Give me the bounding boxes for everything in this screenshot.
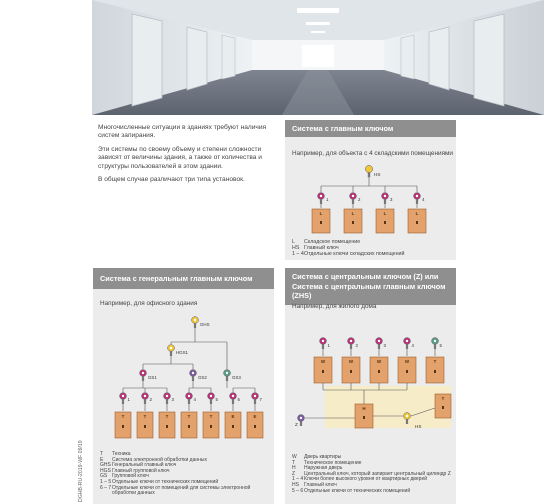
door-apartment-3 bbox=[370, 357, 388, 383]
intro-paragraph-2: Эти системы по своему объему и степени сложности зависят от величины здания, а также от количества и структуры пользователей в этом здании. bbox=[98, 145, 262, 170]
key-gs2 bbox=[190, 370, 197, 381]
door-apartment-4 bbox=[398, 357, 416, 383]
door-storage-1 bbox=[312, 209, 330, 233]
door-label: T bbox=[121, 414, 125, 419]
key-5 bbox=[208, 393, 215, 404]
door-label: L bbox=[319, 211, 323, 216]
panel-title-line-1: Система с центральным ключом (Z) или bbox=[292, 272, 439, 281]
door-tech-5 bbox=[203, 412, 219, 438]
panel-master-key-system bbox=[285, 120, 456, 260]
panel-legend: T Техника E Система электронной обработки данных GHS Генеральный главный ключ HGS Главный групповой ключ GS Групповой ключ 1 – 5 Отдельные ключи от технических помещений 6 – 7 Отдельные ключи от помещений для системы электронной обработки данных bbox=[100, 451, 251, 497]
intro-paragraph-1: Многочисленные ситуации в зданиях требуют наличия систем запирания. bbox=[98, 124, 267, 140]
key-gs1-label: GS1 bbox=[148, 375, 157, 380]
door-storage-2 bbox=[344, 209, 362, 233]
door-label: T bbox=[441, 396, 445, 401]
door-tech-4 bbox=[181, 412, 197, 438]
key-3 bbox=[382, 193, 389, 204]
intro-paragraph-3: В общем случае различают три типа установок. bbox=[98, 176, 245, 184]
door-entrance bbox=[355, 404, 373, 428]
key-number-label: 1 bbox=[326, 197, 329, 202]
key-number-label: 1 bbox=[327, 343, 330, 348]
key-7 bbox=[252, 393, 259, 404]
key-hgs1 bbox=[168, 345, 175, 356]
key-number-label: 5 bbox=[215, 397, 218, 402]
panel-legend: L Складское помещение HS Главный ключ 1 – 4 Отдельные ключи складских помещений bbox=[292, 239, 405, 258]
key-number-label: 2 bbox=[355, 343, 358, 348]
key-4 bbox=[404, 338, 411, 349]
door-label: T bbox=[187, 414, 191, 419]
key-3 bbox=[164, 393, 171, 404]
door-label: E bbox=[253, 414, 257, 419]
document-code: DGHB-RU-2019-WF 09/19 bbox=[78, 440, 84, 502]
key-number-label: 5 bbox=[439, 343, 442, 348]
key-gs3-label: GS3 bbox=[232, 375, 241, 380]
key-4 bbox=[414, 193, 421, 204]
door-edp-6 bbox=[225, 412, 241, 438]
key-hs-label: HS bbox=[374, 172, 381, 177]
key-hs-label: HS bbox=[415, 424, 422, 429]
door-apartment-2 bbox=[342, 357, 360, 383]
key-number-label: 4 bbox=[422, 197, 425, 202]
key-number-label: 3 bbox=[383, 343, 386, 348]
key-2 bbox=[348, 338, 355, 349]
key-number-label: 1 bbox=[127, 397, 130, 402]
key-4 bbox=[186, 393, 193, 404]
panel-subtitle: Например, для жилого дома bbox=[292, 303, 377, 310]
key-1 bbox=[120, 393, 127, 404]
door-tech-5 bbox=[426, 357, 444, 383]
panel-title-line-2: Система с центральным главным ключом (ZHS) bbox=[292, 281, 446, 300]
key-z bbox=[298, 415, 305, 426]
key-2 bbox=[142, 393, 149, 404]
central-highlight-area bbox=[325, 386, 451, 428]
key-6 bbox=[230, 393, 237, 404]
key-gs2-label: GS2 bbox=[198, 375, 207, 380]
key-number-label: 4 bbox=[411, 343, 414, 348]
key-5 bbox=[432, 338, 439, 349]
panel-central-key-system bbox=[285, 268, 456, 504]
door-label: T bbox=[209, 414, 213, 419]
door-label: L bbox=[415, 211, 419, 216]
corridor-photo bbox=[92, 0, 544, 115]
panel-subtitle: Например, для офисного здания bbox=[100, 300, 198, 307]
door-label: L bbox=[351, 211, 355, 216]
panel-title: Система с главным ключом bbox=[285, 120, 456, 137]
key-number-label: 2 bbox=[358, 197, 361, 202]
door-storage-3 bbox=[376, 209, 394, 233]
key-number-label: 3 bbox=[390, 197, 393, 202]
key-2 bbox=[350, 193, 357, 204]
door-tech-6 bbox=[435, 394, 451, 418]
door-edp-7 bbox=[247, 412, 263, 438]
door-storage-4 bbox=[408, 209, 426, 233]
key-1 bbox=[320, 338, 327, 349]
panel-title: Система с генеральным главным ключом bbox=[93, 268, 274, 289]
key-number-label: 3 bbox=[171, 397, 174, 402]
door-label: H bbox=[362, 406, 366, 411]
key-gs3 bbox=[224, 370, 231, 381]
key-hs bbox=[365, 165, 372, 177]
key-number-label: 6 bbox=[237, 397, 240, 402]
door-label: W bbox=[376, 359, 382, 364]
panel-legend: W Дверь квартиры T Техническое помещение H Наружная дверь Z Центральный ключ, который запирает центральный цилиндр Z 1 – 4 Ключи более высокого уровня от квартирных дверей HS Главный ключ 5 – 6 Отдельные ключи от технических помещений bbox=[292, 454, 451, 494]
door-label: L bbox=[383, 211, 387, 216]
door-label: W bbox=[320, 359, 326, 364]
intro-text bbox=[98, 124, 270, 189]
key-number-label: 2 bbox=[149, 397, 152, 402]
key-gs1 bbox=[140, 370, 147, 381]
door-tech-2 bbox=[137, 412, 153, 438]
door-tech-1 bbox=[115, 412, 131, 438]
door-label: T bbox=[165, 414, 169, 419]
door-label: W bbox=[404, 359, 410, 364]
door-label: E bbox=[231, 414, 235, 419]
door-tech-3 bbox=[159, 412, 175, 438]
door-label: T bbox=[433, 359, 437, 364]
key-number-label: 4 bbox=[193, 397, 196, 402]
key-ghs-label: GHS bbox=[200, 322, 210, 327]
key-1 bbox=[318, 193, 325, 204]
panel-grand-master-key-system bbox=[93, 268, 274, 504]
panel-subtitle: Например, для объекта с 4 складскими помещениями bbox=[292, 150, 454, 157]
key-z-label: Z bbox=[295, 422, 298, 427]
key-number-label: 7 bbox=[259, 397, 262, 402]
door-label: T bbox=[143, 414, 147, 419]
key-ghs bbox=[192, 317, 199, 328]
door-label: W bbox=[348, 359, 354, 364]
key-hgs1-label: HGS1 bbox=[176, 350, 188, 355]
door-apartment-1 bbox=[314, 357, 332, 383]
key-3 bbox=[376, 338, 383, 349]
